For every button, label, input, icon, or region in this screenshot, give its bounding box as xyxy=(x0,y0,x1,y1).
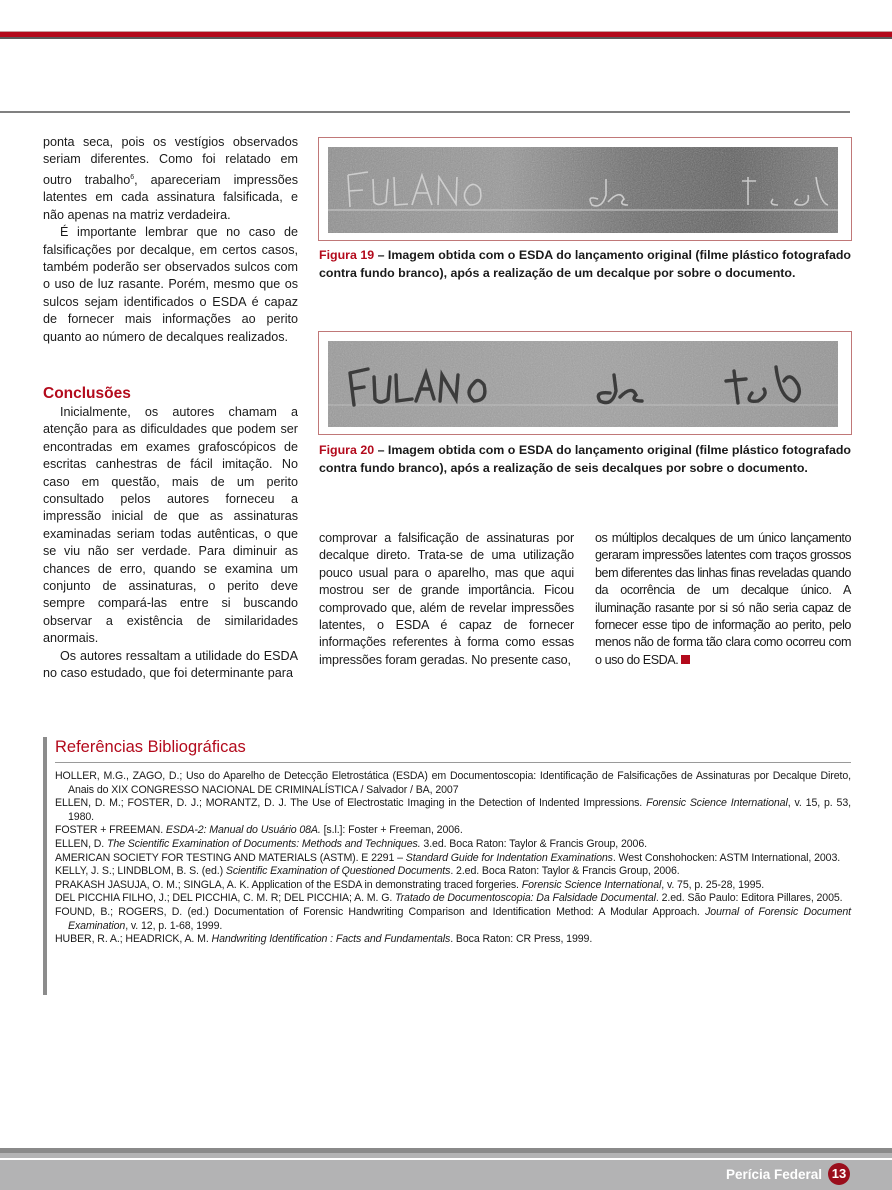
footnote-marker: 6 xyxy=(130,173,135,181)
end-of-article-square-icon xyxy=(681,655,690,664)
reference-item: FOUND, B.; ROGERS, D. (ed.) Documentation of Forensic Handwriting Comparison and Identification Method: A Modular Approach. Journal of Forensic Document Examination, v. 12, p. 1-68, 1999. xyxy=(55,905,852,932)
references-divider xyxy=(55,762,851,763)
signature-image xyxy=(328,341,838,427)
paragraph: Os autores ressaltam a utilidade do ESDA no caso estudado, que foi determinante para xyxy=(43,648,298,681)
figure-19 xyxy=(318,137,852,241)
figure-19-caption: Figura 19 – Imagem obtida com o ESDA do lançamento original (filme plástico fotografado contra fundo branco), após a realização de um decalque por sobre o documento. xyxy=(319,248,851,280)
paragraph: comprovar a falsificação de assinaturas por decalque direto. Trata-se de uma utilização pouco usual para o aparelho, mas que aqui mostrou ser de grande importância. Ficou comprovado que, além de revelar impressões latentes, o ESDA é capaz de fornecer informações referentes à forma como essas impressões foram geradas. No presente caso, xyxy=(319,531,574,667)
paragraph: Inicialmente, os autores chamam a atenção para as dificuldades que podem ser encontradas em exames grafoscópicos de escritas canhestras de fácil imitação. No caso em questão, mais de um perito consultado pelos autores forneceu a impressão inicial de que as assinaturas examinadas seriam todas autênticas, o que se viu não ser verdade. Para diminuir as chances de erro, quando se examina um conjunto de assinaturas, o perito deve sempre compará-las entre si buscando observar a existência de similaridades anormais. xyxy=(43,405,298,646)
paragraph: os múltiplos decalques de um único lançamento geraram impressões latentes com traços grossos bem diferentes das linhas finas reveladas quando da ocorrência de um decalque único. A iluminação rasante por si só não seria capaz de fornecer esse tipo de informação ao perito, pelo menos não de forma tão clara como ocorreu com o uso do ESDA. xyxy=(595,531,851,667)
signature-image xyxy=(328,147,838,233)
conclusions-section xyxy=(43,385,298,683)
section-heading: Conclusões xyxy=(43,385,131,402)
left-column xyxy=(43,134,298,346)
reference-item: KELLY, J. S.; LINDBLOM, B. S. (ed.) Scientific Examination of Questioned Documents. 2.ed. Boca Raton: Taylor & Francis Group, 2006. xyxy=(55,865,680,878)
reference-item: ELLEN, D. M.; FOSTER, D. J.; MORANTZ, D. J. The Use of Electrostatic Imaging in the Detection of Indented Impressions. Forensic Science International, v. 15, p. 53, 1980. xyxy=(55,797,851,823)
references-list xyxy=(55,770,851,947)
reference-item: HUBER, R. A.; HEADRICK, A. M. Handwriting Identification : Facts and Fundamentals. Boca Raton: CR Press, 1999. xyxy=(55,933,593,946)
figure-20 xyxy=(318,331,852,435)
right-column xyxy=(595,530,851,669)
figure-label: Figura 20 xyxy=(319,443,375,457)
references-title: Referências Bibliográficas xyxy=(55,738,246,756)
reference-item: FOSTER + FREEMAN. ESDA-2: Manual do Usuário 08A. [s.l.]: Foster + Freeman, 2006. xyxy=(55,824,463,837)
publication-name: Perícia Federal xyxy=(725,1167,822,1182)
paragraph: É importante lembrar que no caso de falsificações por decalque, em certos casos, também poderão ser observados sulcos com o uso de luz rasante. Porém, mesmo que os sulcos sejam identificados o ESDA é capaz de fornecer mais informações ao perito quanto ao número de decalques realizados. xyxy=(43,225,298,344)
reference-item: ELLEN, D. The Scientific Examination of Documents: Methods and Techniques. 3.ed. Boca Raton: Taylor & Francis Group, 2006. xyxy=(55,837,647,850)
figure-label: Figura 19 xyxy=(319,248,375,262)
reference-item: DEL PICCHIA FILHO, J.; DEL PICCHIA, C. M. R; DEL PICCHIA; A. M. G. Tratado de Documentoscopia: Da Falsidade Documental. 2.ed. São Paulo: Editora Pillares, 2005. xyxy=(55,892,843,905)
page-number-badge: 13 xyxy=(828,1163,850,1185)
middle-column xyxy=(319,530,574,669)
header-divider xyxy=(0,111,850,113)
references-side-bar xyxy=(43,737,47,995)
header-grey-rule xyxy=(0,37,892,39)
reference-item: PRAKASH JASUJA, O. M.; SINGLA, A. K. Application of the ESDA in demonstrating traced forgeries. Forensic Science International, v. 75, p. 25-28, 1995. xyxy=(55,878,765,891)
figure-image xyxy=(328,147,838,233)
figure-20-caption: Figura 20 – Imagem obtida com o ESDA do lançamento original (filme plástico fotografado contra fundo branco), após a realização de seis decalques por sobre o documento. xyxy=(319,443,851,475)
reference-item: HOLLER, M.G., ZAGO, D.; Uso do Aparelho de Detecção Eletrostática (ESDA) em Documentoscopia: Identificação de Falsificações de Assinaturas por Decalque Direto, Anais do XIX CONGRESSO NACIONAL DE CRIMINALÍSTICA / Salvador / BA, 2007 xyxy=(55,770,851,796)
paragraph: ponta seca, pois os vestígios observados seriam diferentes. Como foi relatado em outro trabalho$^6$, apareceriam impressões latentes em cada assinatura falsificada, e não apenas na matriz verdadeira. xyxy=(43,135,298,222)
figure-image xyxy=(328,341,838,427)
reference-item: AMERICAN SOCIETY FOR TESTING AND MATERIALS (ASTM). E 2291 – Standard Guide for Indentation Examinations. West Conshohocken: ASTM International, 2003. xyxy=(55,851,841,864)
